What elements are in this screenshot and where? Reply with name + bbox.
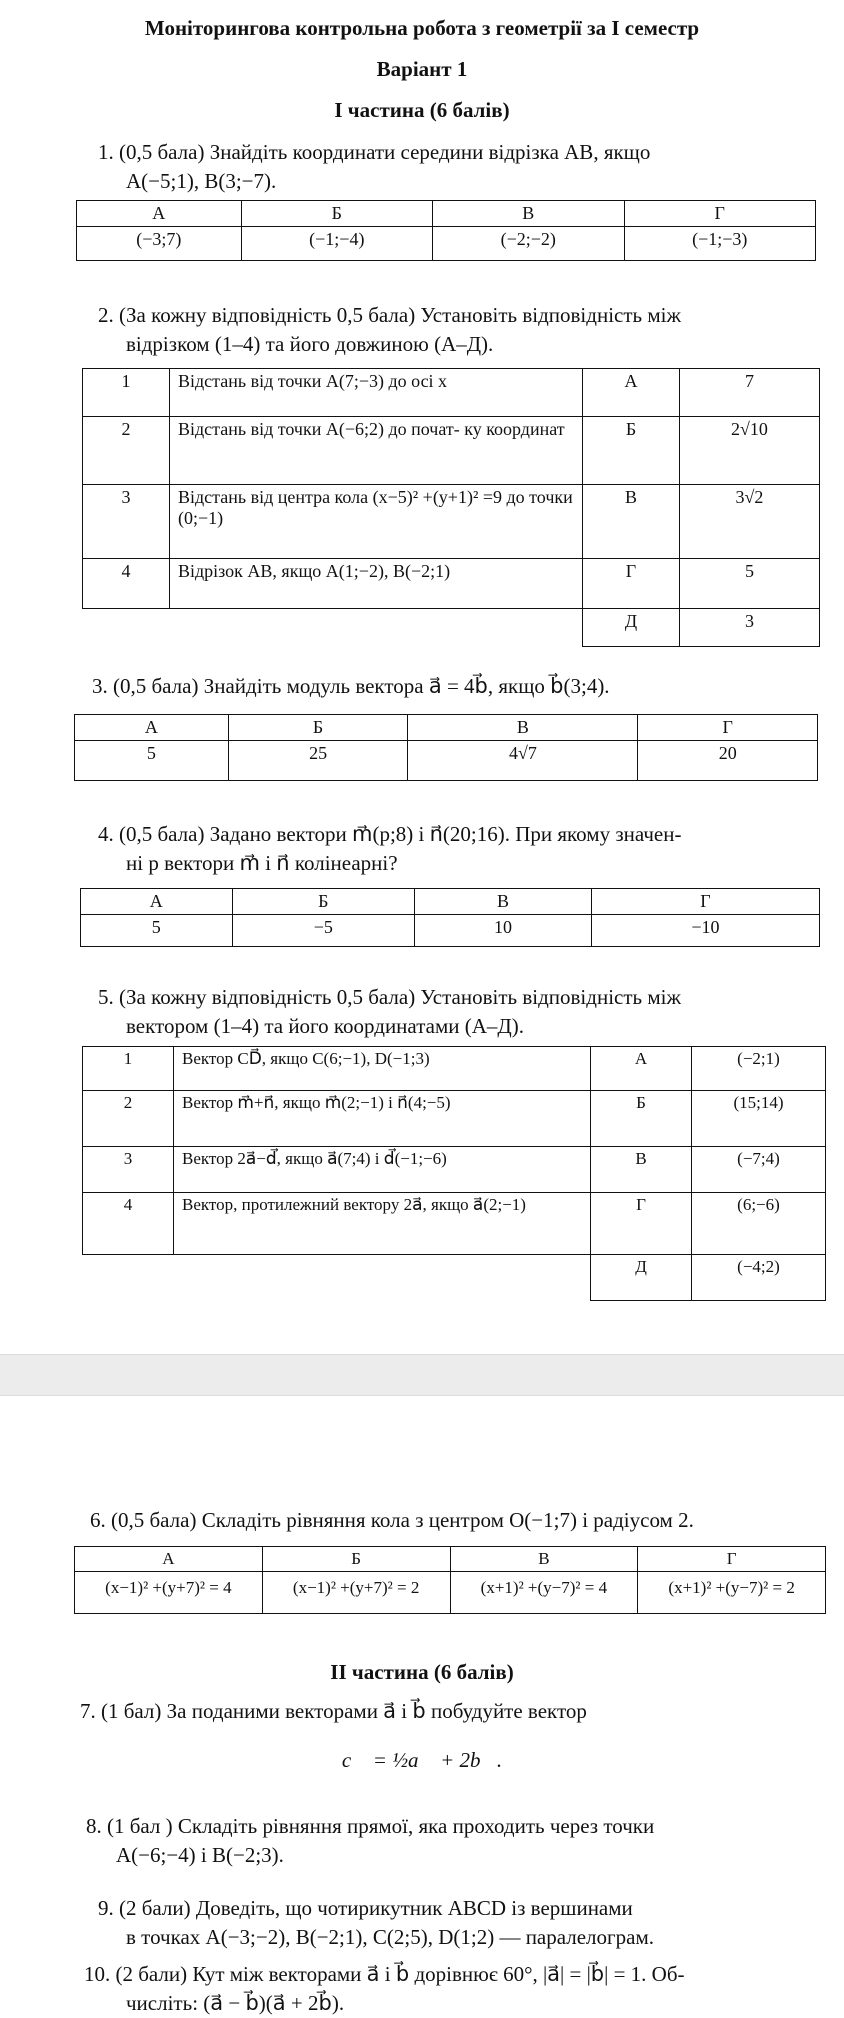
item-number: 3 (83, 485, 170, 559)
option-header: В (408, 715, 638, 741)
item-number: 2 (83, 1091, 174, 1147)
option-value: (−4;2) (692, 1255, 826, 1301)
item-number: 4 (83, 559, 170, 609)
option-value: (−2;−2) (433, 227, 624, 261)
option-value: −10 (591, 915, 819, 947)
item-number: 2 (83, 417, 170, 485)
option-value: (−1;−3) (624, 227, 816, 261)
item-description: Відрізок AB, якщо A(1;−2), B(−2;1) (170, 559, 583, 609)
option-value: 25 (228, 741, 407, 781)
question-10-text-cont: числіть: (a⃗ − b⃗)(a⃗ + 2b⃗). (126, 1991, 345, 2015)
option-value: 4√7 (408, 741, 638, 781)
question-1-text-cont: A(−5;1), B(3;−7). (126, 169, 277, 193)
option-letter: В (591, 1147, 692, 1193)
option-header: Б (232, 889, 415, 915)
page-separator (0, 1354, 844, 1396)
option-letter: Д (591, 1255, 692, 1301)
option-value: 2√10 (680, 417, 820, 485)
question-8-text: 8. (1 бал ) Складіть рівняння прямої, яка проходить через точки (86, 1814, 655, 1838)
question-6-text: 6. (0,5 бала) Складіть рівняння кола з центром O(−1;7) і радіусом 2. (90, 1508, 694, 1532)
question-4-text-cont: ні p вектори m⃗ і n⃗ колінеарні? (126, 851, 398, 875)
part1-heading: І частина (6 балів) (334, 98, 510, 122)
option-letter: А (583, 369, 680, 417)
option-value: (x−1)² +(y+7)² = 4 (75, 1572, 263, 1614)
option-value: (−3;7) (77, 227, 242, 261)
question-2-matching-table (82, 368, 820, 647)
item-number: 4 (83, 1193, 174, 1255)
page-title: Моніторингова контрольна робота з геометрії за І семестр (144, 16, 700, 40)
question-3-answer-table (74, 714, 818, 781)
question-5-text-cont: вектором (1–4) та його координатами (А–Д). (126, 1014, 524, 1038)
option-value: 7 (680, 369, 820, 417)
item-number: 1 (83, 1047, 174, 1091)
option-header: Б (262, 1547, 450, 1572)
variant-label: Варіант 1 (376, 57, 468, 81)
question-4-text: 4. (0,5 бала) Задано вектори m⃗(p;8) і n⃗(20;16). При якому значен- (98, 822, 682, 846)
item-number: 3 (83, 1147, 174, 1193)
question-10-text: 10. (2 бали) Кут між векторами a⃗ і b⃗ дорівнює 60°, |a⃗| = |b⃗| = 1. Об- (84, 1962, 685, 1986)
item-description: Вектор m⃗+n⃗, якщо m⃗(2;−1) і n⃗(4;−5) (174, 1091, 591, 1147)
option-header: В (415, 889, 592, 915)
option-header: А (75, 1547, 263, 1572)
option-letter: Г (591, 1193, 692, 1255)
option-header: В (433, 201, 624, 227)
question-1-text: 1. (0,5 бала) Знайдіть координати середини відрізка AB, якщо (98, 140, 651, 164)
option-value: (x+1)² +(y−7)² = 2 (638, 1572, 826, 1614)
option-letter: Д (583, 609, 680, 647)
question-2-text: 2. (За кожну відповідність 0,5 бала) Установіть відповідність між (98, 303, 681, 327)
item-description: Вектор 2a⃗−d⃗, якщо a⃗(7;4) і d⃗(−1;−6) (174, 1147, 591, 1193)
option-letter: Б (583, 417, 680, 485)
option-value: 5 (75, 741, 229, 781)
question-2-text-cont: відрізком (1–4) та його довжиною (А–Д). (126, 332, 494, 356)
option-header: А (75, 715, 229, 741)
question-9-text: 9. (2 бали) Доведіть, що чотирикутник ABCD із вершинами (98, 1896, 633, 1920)
item-number: 1 (83, 369, 170, 417)
option-letter: В (583, 485, 680, 559)
option-value: (x+1)² +(y−7)² = 4 (450, 1572, 638, 1614)
option-letter: Г (583, 559, 680, 609)
option-letter: А (591, 1047, 692, 1091)
item-description: Вектор CD⃗, якщо C(6;−1), D(−1;3) (174, 1047, 591, 1091)
question-8-text-cont: A(−6;−4) і B(−2;3). (116, 1843, 284, 1867)
option-value: (15;14) (692, 1091, 826, 1147)
option-value: (−2;1) (692, 1047, 826, 1091)
option-header: Г (638, 1547, 826, 1572)
option-value: 20 (638, 741, 818, 781)
option-value: 5 (680, 559, 820, 609)
part2-heading: ІІ частина (6 балів) (330, 1660, 514, 1684)
question-7-formula: c⃗ = ½a⃗ + 2b⃗. (341, 1748, 503, 1772)
question-5-text: 5. (За кожну відповідність 0,5 бала) Установіть відповідність між (98, 985, 681, 1009)
item-description: Вектор, протилежний вектору 2a⃗, якщо a⃗(2;−1) (174, 1193, 591, 1255)
question-4-answer-table (80, 888, 820, 947)
option-value: 10 (415, 915, 592, 947)
item-description: Відстань від центра кола (x−5)² +(y+1)² =9 до точки (0;−1) (170, 485, 583, 559)
option-header: Б (241, 201, 432, 227)
option-value: 3√2 (680, 485, 820, 559)
question-7-text: 7. (1 бал) За поданими векторами a⃗ і b⃗ побудуйте вектор (80, 1699, 587, 1723)
option-header: Г (624, 201, 816, 227)
option-letter: Б (591, 1091, 692, 1147)
option-header: Б (228, 715, 407, 741)
option-header: Г (638, 715, 818, 741)
option-value: (−1;−4) (241, 227, 432, 261)
question-5-matching-table (82, 1046, 826, 1301)
option-value: (x−1)² +(y+7)² = 2 (262, 1572, 450, 1614)
question-1-answer-table (76, 200, 816, 261)
option-header: Г (591, 889, 819, 915)
option-header: А (81, 889, 233, 915)
item-description: Відстань від точки A(7;−3) до осі x (170, 369, 583, 417)
question-3-text: 3. (0,5 бала) Знайдіть модуль вектора a⃗ = 4b⃗, якщо b⃗(3;4). (92, 674, 610, 698)
option-value: (−7;4) (692, 1147, 826, 1193)
option-value: −5 (232, 915, 415, 947)
option-value: (6;−6) (692, 1193, 826, 1255)
question-6-answer-table (74, 1546, 826, 1614)
item-description: Відстань від точки A(−6;2) до почат- ку координат (170, 417, 583, 485)
question-9-text-cont: в точках A(−3;−2), B(−2;1), C(2;5), D(1;2) — паралелограм. (126, 1925, 655, 1949)
option-header: А (77, 201, 242, 227)
option-header: В (450, 1547, 638, 1572)
option-value: 5 (81, 915, 233, 947)
option-value: 3 (680, 609, 820, 647)
